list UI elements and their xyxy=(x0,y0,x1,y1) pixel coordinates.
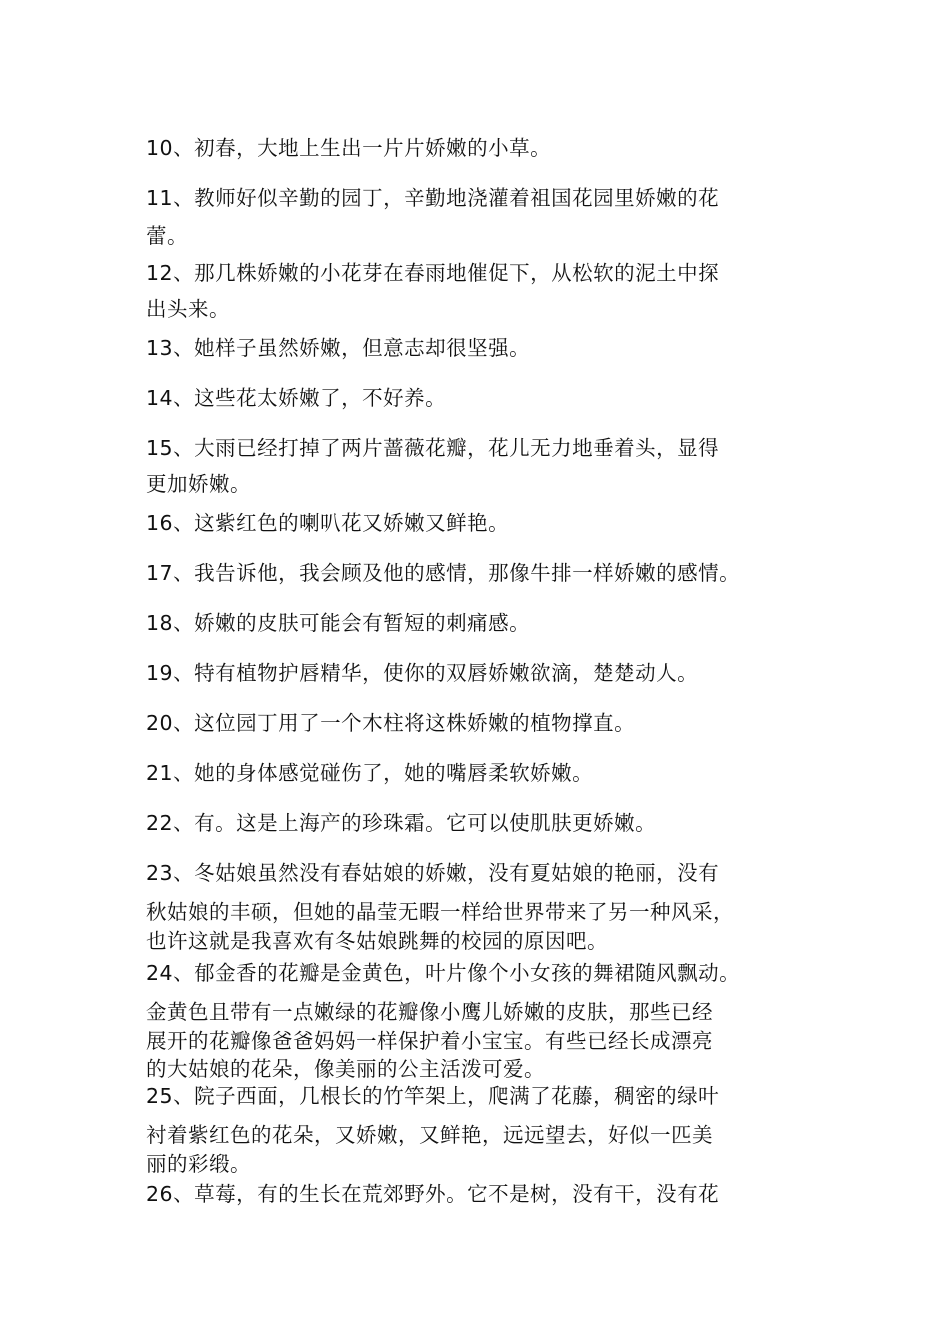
sentence-19 xyxy=(146,655,826,691)
text-line: 15、大雨已经打掉了两片蔷薇花瓣，花儿无力地垂着头，显得 xyxy=(146,436,720,460)
sentence-10 xyxy=(146,130,826,166)
text-line: 秋姑娘的丰硕，但她的晶莹无暇一样给世界带来了另一种风采， xyxy=(146,900,734,924)
text-line: 13、她样子虽然娇嫩，但意志却很坚强。 xyxy=(146,336,531,360)
text-line: 14、这些花太娇嫩了，不好养。 xyxy=(146,386,447,410)
text-line: 金黄色且带有一点嫩绿的花瓣像小鹰儿娇嫩的皮肤，那些已经 xyxy=(146,1000,713,1024)
text-line: 10、初春，大地上生出一片片娇嫩的小草。 xyxy=(146,136,552,160)
sentence-21 xyxy=(146,755,826,791)
text-line: 的大姑娘的花朵，像美丽的公主活泼可爱。 xyxy=(146,1057,545,1081)
text-line: 24、郁金香的花瓣是金黄色，叶片像个小女孩的舞裙随风飘动。 xyxy=(146,961,741,985)
text-line: 17、我告诉他，我会顾及他的感情，那像牛排一样娇嫩的感情。 xyxy=(146,561,741,585)
sentence-16 xyxy=(146,505,826,541)
text-line: 更加娇嫩。 xyxy=(146,472,251,496)
text-line: 衬着紫红色的花朵，又娇嫩，又鲜艳，远远望去，好似一匹美 xyxy=(146,1123,713,1147)
text-line: 19、特有植物护唇精华，使你的双唇娇嫩欲滴，楚楚动人。 xyxy=(146,661,699,685)
sentence-17 xyxy=(146,555,826,591)
sentence-14 xyxy=(146,380,826,416)
sentence-25 xyxy=(146,1078,826,1178)
text-line: 25、院子西面，几根长的竹竿架上，爬满了花藤，稠密的绿叶 xyxy=(146,1084,720,1108)
text-line: 出头来。 xyxy=(146,297,230,321)
sentence-20 xyxy=(146,705,826,741)
sentence-22 xyxy=(146,805,826,841)
sentence-13 xyxy=(146,330,826,366)
sentence-11 xyxy=(146,180,826,254)
sentence-24 xyxy=(146,955,826,1083)
text-line: 16、这紫红色的喇叭花又娇嫩又鲜艳。 xyxy=(146,511,510,535)
text-line: 11、教师好似辛勤的园丁，辛勤地浇灌着祖国花园里娇嫩的花 xyxy=(146,186,720,210)
text-line: 18、娇嫩的皮肤可能会有暂短的刺痛感。 xyxy=(146,611,531,635)
text-line: 丽的彩缎。 xyxy=(146,1152,251,1176)
text-line: 20、这位园丁用了一个木柱将这株娇嫩的植物撑直。 xyxy=(146,711,636,735)
text-line: 22、有。这是上海产的珍珠霜。它可以使肌肤更娇嫩。 xyxy=(146,811,657,835)
sentence-12 xyxy=(146,255,826,327)
text-line: 21、她的身体感觉碰伤了，她的嘴唇柔软娇嫩。 xyxy=(146,761,594,785)
text-line: 展开的花瓣像爸爸妈妈一样保护着小宝宝。有些已经长成漂亮 xyxy=(146,1029,713,1053)
text-line: 23、冬姑娘虽然没有春姑娘的娇嫩，没有夏姑娘的艳丽，没有 xyxy=(146,861,720,885)
sentence-26 xyxy=(146,1176,826,1212)
sentence-23 xyxy=(146,855,826,955)
text-line: 12、那几株娇嫩的小花芽在春雨地催促下，从松软的泥土中探 xyxy=(146,261,720,285)
text-line: 蕾。 xyxy=(146,224,188,248)
text-line: 也许这就是我喜欢有冬姑娘跳舞的校园的原因吧。 xyxy=(146,929,608,953)
text-line: 26、草莓，有的生长在荒郊野外。它不是树，没有干，没有花 xyxy=(146,1182,720,1206)
sentence-18 xyxy=(146,605,826,641)
sentence-15 xyxy=(146,430,826,502)
